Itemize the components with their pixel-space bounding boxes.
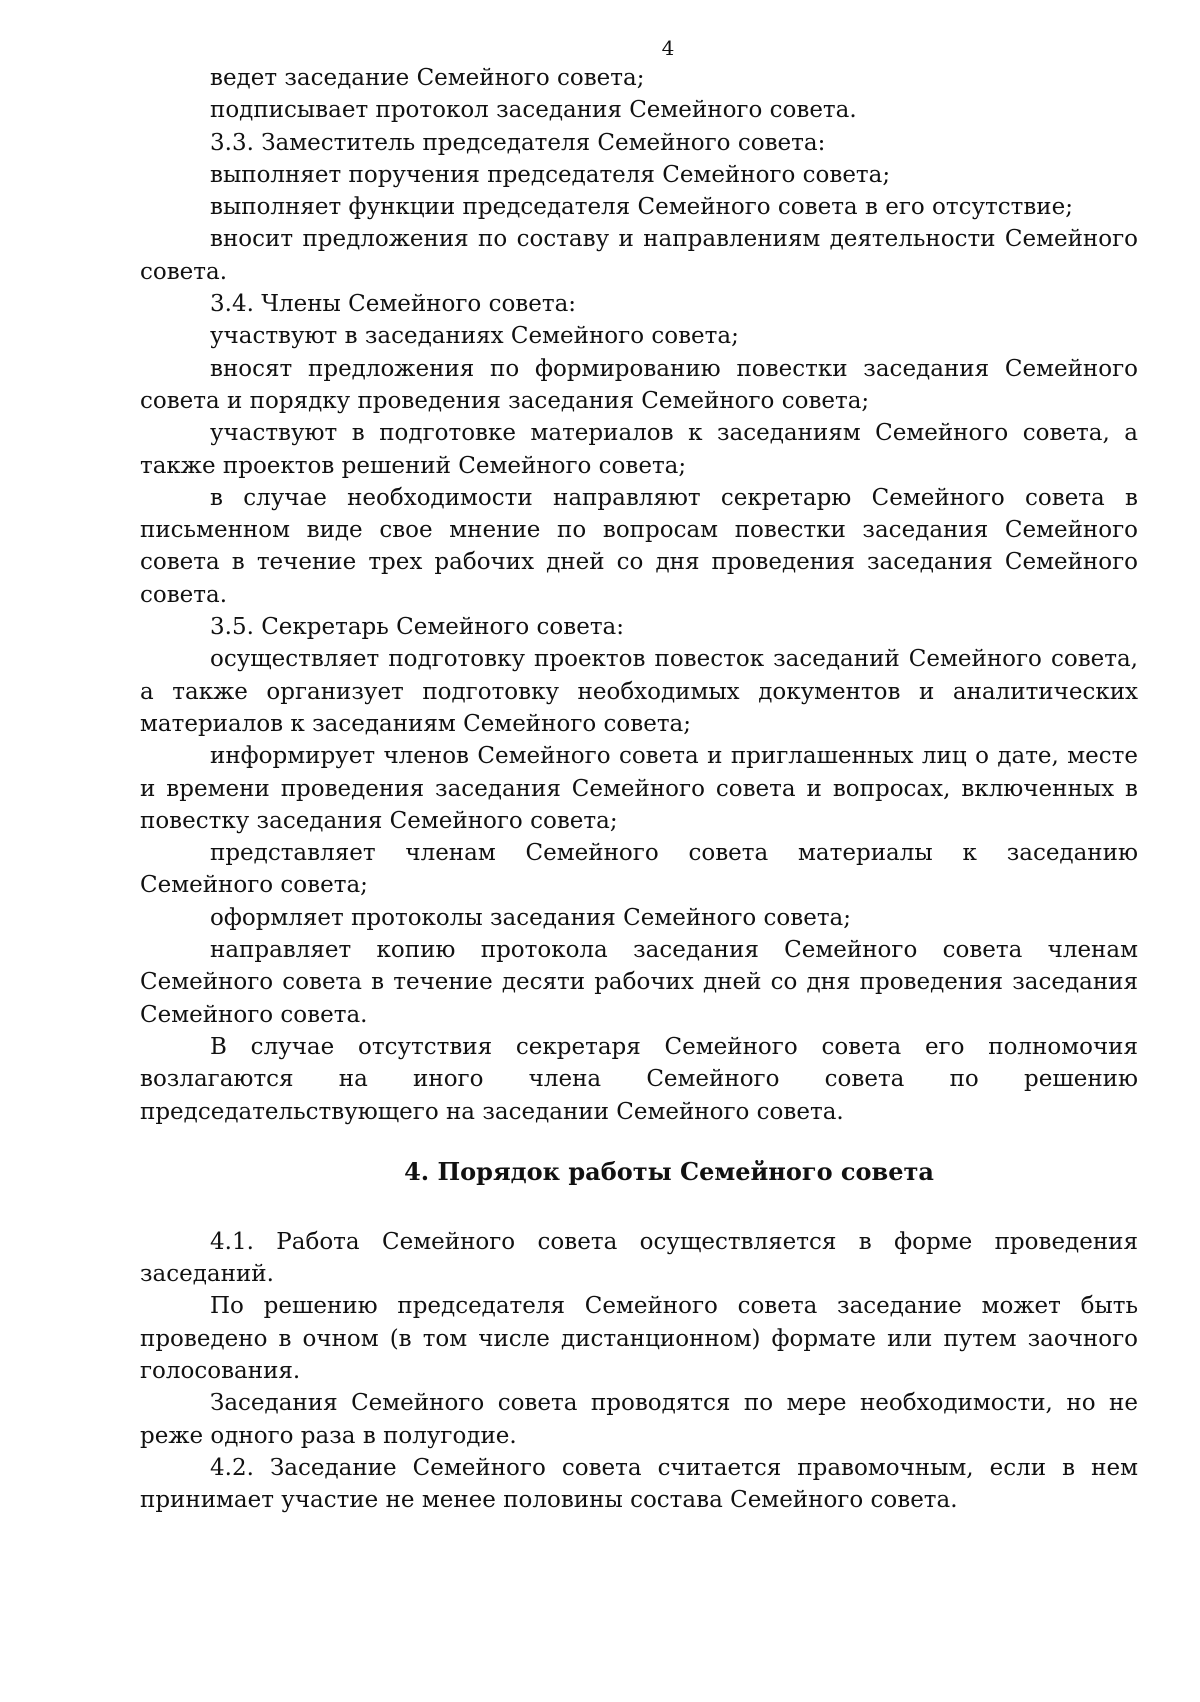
paragraph: В случае отсутствия секретаря Семейного совета его полномочия возлагаются на иного члена Семейного совета по решению председательствующего на заседании Семейного совета. xyxy=(140,1033,1138,1125)
paragraph: 4.1. Работа Семейного совета осуществляется в форме проведения заседаний. xyxy=(140,1228,1138,1288)
paragraph: оформляет протоколы заседания Семейного совета; xyxy=(210,904,852,931)
paragraph: участвуют в подготовке материалов к заседаниям Семейного совета, а также проектов решений Семейного совета; xyxy=(140,420,1138,479)
paragraph: осуществляет подготовку проектов повесток заседаний Семейного совета, а также организует подготовку необходимых документов и аналитических материалов к заседаниям Семейного совета; xyxy=(140,646,1138,737)
section-heading: 4. Порядок работы Семейного совета xyxy=(404,1156,934,1186)
paragraph: подписывает протокол заседания Семейного совета. xyxy=(210,97,857,124)
paragraph: выполняет функции председателя Семейного совета в его отсутствие; xyxy=(210,194,1073,221)
document-page xyxy=(140,36,1138,1516)
page-number: 4 xyxy=(661,36,675,60)
paragraph: 3.5. Секретарь Семейного совета: xyxy=(210,614,625,641)
paragraph: По решению председателя Семейного совета заседание может быть проведено в очном (в том числе дистанционном) формате или путем заочного голосования. xyxy=(140,1293,1138,1384)
paragraph: информирует членов Семейного совета и приглашенных лиц о дате, месте и времени проведения заседания Семейного совета и вопросах, включенных в повестку заседания Семейного совета; xyxy=(140,743,1138,834)
paragraph: 3.4. Члены Семейного совета: xyxy=(210,291,577,318)
paragraph: выполняет поручения председателя Семейного совета; xyxy=(210,161,891,188)
paragraph: 3.3. Заместитель председателя Семейного совета: xyxy=(210,129,826,156)
paragraph: Заседания Семейного совета проводятся по мере необходимости, но не реже одного раза в полугодие. xyxy=(140,1390,1138,1449)
paragraph: ведет заседание Семейного совета; xyxy=(210,65,645,91)
paragraph: вносит предложения по составу и направлениям деятельности Семейного совета. xyxy=(140,226,1138,285)
paragraph: направляет копию протокола заседания Семейного совета членам Семейного совета в течение десяти рабочих дней со дня проведения заседания Семейного совета. xyxy=(140,937,1138,1028)
paragraph: 4.2. Заседание Семейного совета считается правомочным, если в нем принимает участие не менее половины состава Семейного совета. xyxy=(140,1454,1138,1514)
paragraph: вносят предложения по формированию повестки заседания Семейного совета и порядку проведения заседания Семейного совета; xyxy=(140,355,1138,414)
paragraph: представляет членам Семейного совета материалы к заседанию Семейного совета; xyxy=(140,840,1138,899)
paragraph: участвуют в заседаниях Семейного совета; xyxy=(210,323,739,350)
paragraph: в случае необходимости направляют секретарю Семейного совета в письменном виде свое мнение по вопросам повестки заседания Семейного совета в течение трех рабочих дней со дня проведения заседания Семейного совета. xyxy=(140,484,1138,608)
